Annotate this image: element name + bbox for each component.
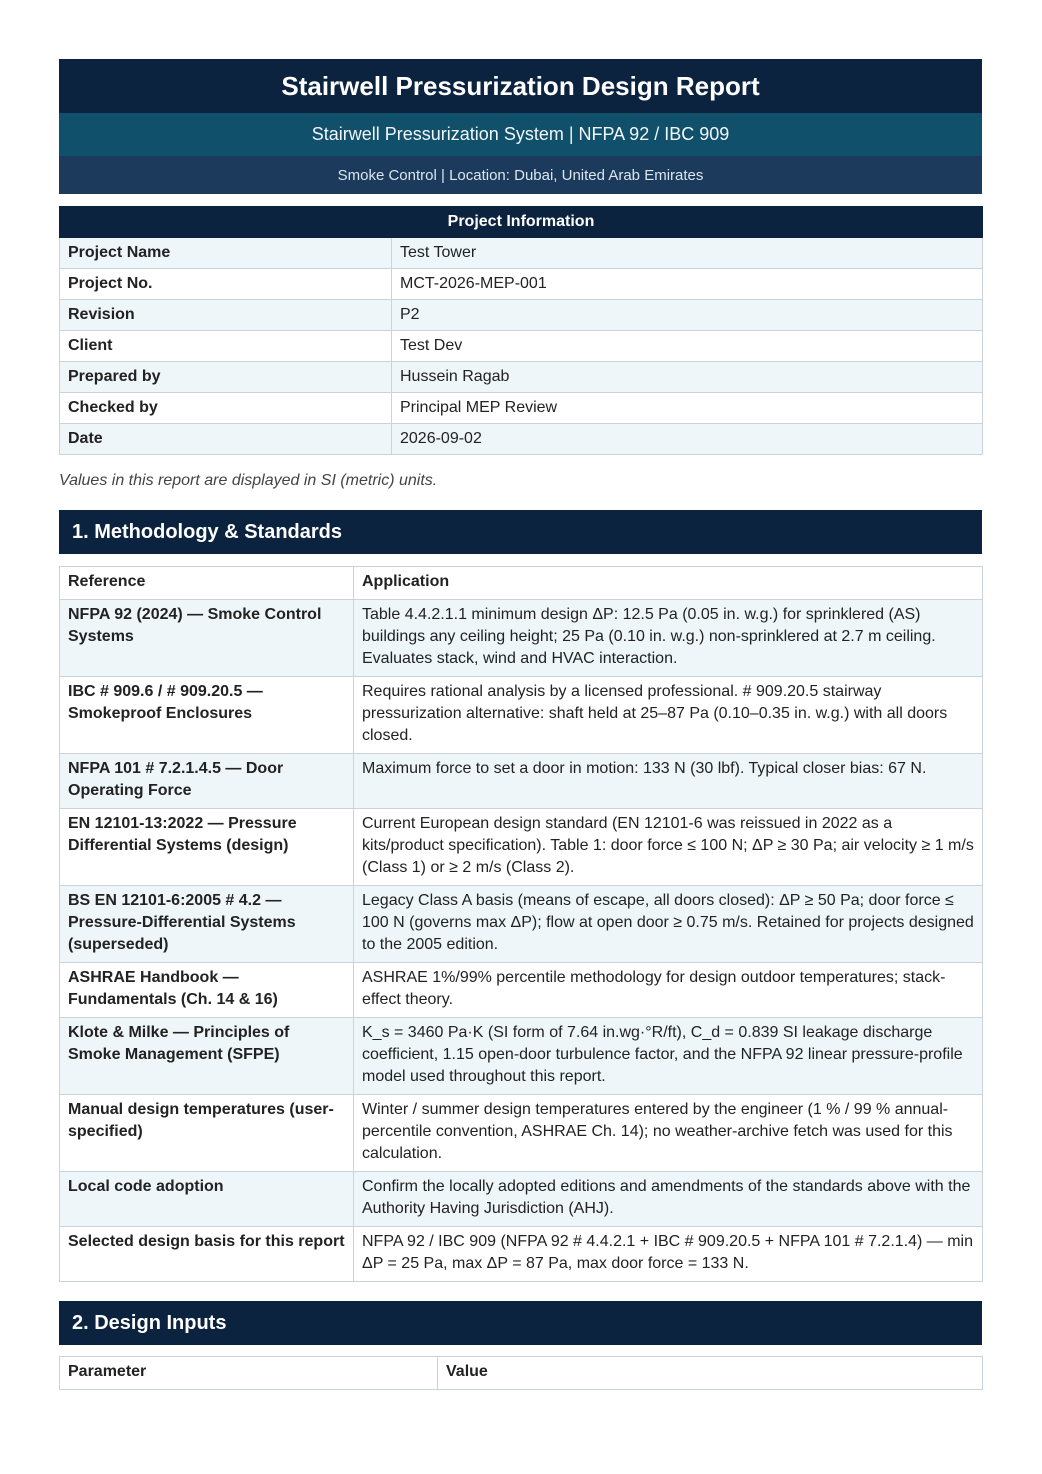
table-row — [60, 1227, 983, 1282]
project-info-row — [60, 362, 983, 393]
reference-cell: Manual design temperatures (user-specified) — [60, 1095, 354, 1172]
application-cell: Legacy Class A basis (means of escape, all doors closed): ΔP ≥ 50 Pa; door force ≤ 100 N (governs max ΔP); flow at open door ≥ 0.75 m/s. Retained for projects designed to the 2005 edition. — [354, 886, 983, 963]
reference-cell: Local code adoption — [60, 1172, 354, 1227]
table-header-row — [60, 1357, 983, 1390]
project-info-value: Hussein Ragab — [392, 362, 983, 393]
application-cell: Maximum force to set a door in motion: 133 N (30 lbf). Typical closer bias: 67 N. — [354, 754, 983, 809]
application-cell: K_s = 3460 Pa·K (SI form of 7.64 in.wg·°R/ft), C_d = 0.839 SI leakage discharge coefficient, 1.15 open-door turbulence factor, and the NFPA 92 linear pressure-profile model used throughout this report. — [354, 1018, 983, 1095]
project-info-value: Test Tower — [392, 238, 983, 269]
table-row — [60, 1172, 983, 1227]
report-page — [59, 59, 982, 1390]
project-info-label: Checked by — [60, 393, 392, 424]
report-title: Stairwell Pressurization Design Report — [59, 59, 982, 113]
project-info-row — [60, 269, 983, 300]
standards-table — [59, 566, 983, 1282]
project-info-label: Revision — [60, 300, 392, 331]
reference-cell: EN 12101-13:2022 — Pressure Differential Systems (design) — [60, 809, 354, 886]
project-info-label: Prepared by — [60, 362, 392, 393]
column-header-application: Application — [354, 567, 983, 600]
project-info-row — [60, 300, 983, 331]
project-info-value: P2 — [392, 300, 983, 331]
reference-cell: Klote & Milke — Principles of Smoke Management (SFPE) — [60, 1018, 354, 1095]
project-info-row — [60, 331, 983, 362]
column-header-reference: Reference — [60, 567, 354, 600]
table-row — [60, 754, 983, 809]
project-info-row — [60, 424, 983, 455]
report-subtitle: Stairwell Pressurization System | NFPA 92 / IBC 909 — [59, 113, 982, 156]
project-info-value: MCT-2026-MEP-001 — [392, 269, 983, 300]
project-info-value: Test Dev — [392, 331, 983, 362]
reference-cell: IBC # 909.6 / # 909.20.5 — Smokeproof Enclosures — [60, 677, 354, 754]
project-info-table — [59, 206, 983, 455]
units-note: Values in this report are displayed in SI (metric) units. — [59, 472, 438, 489]
project-info-row — [60, 238, 983, 269]
reference-cell: NFPA 92 (2024) — Smoke Control Systems — [60, 600, 354, 677]
report-location-line: Smoke Control | Location: Dubai, United Arab Emirates — [59, 156, 982, 194]
table-row — [60, 677, 983, 754]
project-info-heading: Project Information — [60, 207, 983, 238]
table-header-row — [60, 567, 983, 600]
table-row — [60, 809, 983, 886]
table-row — [60, 1095, 983, 1172]
table-row — [60, 1018, 983, 1095]
table-row — [60, 600, 983, 677]
reference-cell: NFPA 101 # 7.2.1.4.5 — Door Operating Force — [60, 754, 354, 809]
section-heading-design-inputs: 2. Design Inputs — [59, 1301, 982, 1345]
reference-cell: Selected design basis for this report — [60, 1227, 354, 1282]
design-inputs-table — [59, 1356, 983, 1390]
project-info-label: Client — [60, 331, 392, 362]
application-cell: Winter / summer design temperatures entered by the engineer (1 % / 99 % annual-percentile convention, ASHRAE Ch. 14); no weather-archive fetch was used for this calculation. — [354, 1095, 983, 1172]
column-header-parameter: Parameter — [60, 1357, 438, 1390]
application-cell: Confirm the locally adopted editions and amendments of the standards above with the Authority Having Jurisdiction (AHJ). — [354, 1172, 983, 1227]
application-cell: ASHRAE 1%/99% percentile methodology for design outdoor temperatures; stack-effect theory. — [354, 963, 983, 1018]
application-cell: NFPA 92 / IBC 909 (NFPA 92 # 4.4.2.1 + IBC # 909.20.5 + NFPA 101 # 7.2.1.4) — min ΔP = 25 Pa, max ΔP = 87 Pa, max door force = 133 N. — [354, 1227, 983, 1282]
table-row — [60, 886, 983, 963]
application-cell: Requires rational analysis by a licensed professional. # 909.20.5 stairway pressurization alternative: shaft held at 25–87 Pa (0.10–0.35 in. w.g.) with all doors closed. — [354, 677, 983, 754]
application-cell: Table 4.4.2.1.1 minimum design ΔP: 12.5 Pa (0.05 in. w.g.) for sprinklered (AS) buildings any ceiling height; 25 Pa (0.10 in. w.g.) non-sprinklered at 2.7 m ceiling. Evaluates stack, wind and HVAC interaction. — [354, 600, 983, 677]
project-info-label: Project No. — [60, 269, 392, 300]
project-info-value: Principal MEP Review — [392, 393, 983, 424]
project-info-label: Date — [60, 424, 392, 455]
project-info-label: Project Name — [60, 238, 392, 269]
project-info-row — [60, 393, 983, 424]
project-info-value: 2026-09-02 — [392, 424, 983, 455]
column-header-value: Value — [438, 1357, 983, 1390]
reference-cell: BS EN 12101-6:2005 # 4.2 — Pressure-Differential Systems (superseded) — [60, 886, 354, 963]
table-row — [60, 963, 983, 1018]
reference-cell: ASHRAE Handbook — Fundamentals (Ch. 14 & 16) — [60, 963, 354, 1018]
application-cell: Current European design standard (EN 12101-6 was reissued in 2022 as a kits/product specification). Table 1: door force ≤ 100 N; ΔP ≥ 30 Pa; air velocity ≥ 1 m/s (Class 1) or ≥ 2 m/s (Class 2). — [354, 809, 983, 886]
section-heading-methodology: 1. Methodology & Standards — [59, 510, 982, 554]
